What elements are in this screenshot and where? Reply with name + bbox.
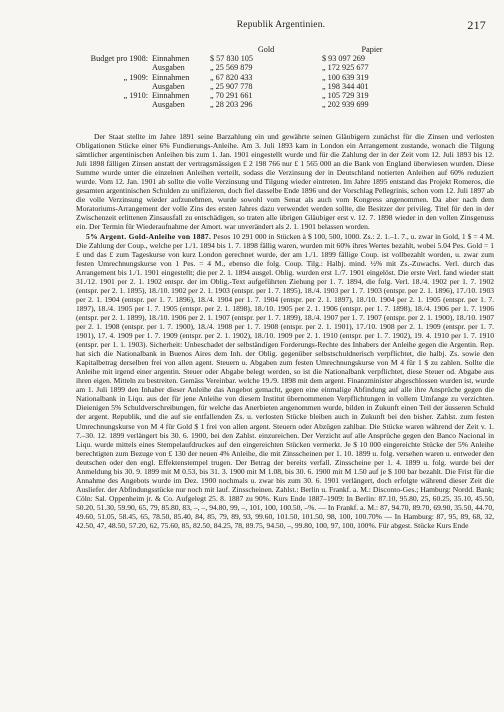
body-text — [76, 132, 494, 530]
budget-papier: „ 105 729 319 — [322, 91, 369, 101]
budget-row — [80, 100, 422, 109]
budget-kind: Ausgaben — [152, 81, 185, 91]
running-header — [76, 20, 486, 34]
budget-kind: Einnahmen — [152, 91, 190, 101]
budget-kind: Ausgaben — [152, 100, 185, 110]
budget-row — [80, 73, 422, 82]
budget-gold: „ 70 291 661 — [210, 91, 253, 101]
budget-prefix: Budget pro — [90, 54, 128, 64]
page-title: Republik Argentinien. — [236, 20, 326, 30]
budget-table — [80, 45, 500, 109]
budget-papier: „ 198 344 401 — [322, 81, 369, 91]
budget-row — [80, 91, 422, 100]
budget-kind: Einnahmen — [152, 72, 190, 82]
budget-gold: „ 25 907 778 — [210, 81, 253, 91]
budget-year: „ 1909: — [123, 72, 148, 82]
budget-gold: „ 67 820 433 — [210, 72, 253, 82]
section-body: Pesos 10 291 000 in Stücken à $ 100, 500, 1000. Zs.: 2. 1.–1. 7., u. zwar in Gold, 1 $ = 4 M. Die Zahlung der Coup., welche per 1./1. 1894 bis 1. 7. 1898 fällig waren, wurden mit 60% ihres Wertes bezahlt, wobei 5.04 Pes. Gold = 1 £ und das £ zum Tageskurse von kurz London gerechnet wurde, der am 1./1. 1899 fällige Coup. ist vollbezahlt worden, u. zwar zum festen Umrechnungskurse von 1 Pes. = 4 M., ebenso die folg. Coup. Tilg.: Halbj. mind. ½% mit Zs.-Zuwachs. Verl. durch das Arrangement bis 1./1. 1901 eingestellt; die per 2. 1. 1894 ausgel. Oblig. wurden erst 1./7. 1901 eingelöst. Die erste Verl. fand wieder statt 31./12. 1901 per 2. 1. 1902 entspr. der im Oblig.-Text aufgeführten Ziehung per 1. 7. 1894, die folg. Verl. 18./4. 1902 per 1. 7. 1902 (entspr. per 2. 1. 1895), 18./10. 1902 per 2. 1. 1903 (entspr. per 1. 7. 1895), 18./4. 1903 per 1. 7. 1903 (entspr. per 2. 1. 1896), 17./10. 1903 per 2. 1. 1904 (entspr. per 1. 7. 1896), 18./4. 1904 per 1. 7. 1904 (entspr. per 2. 1. 1897), 18./10. 1904 per 2. 1. 1905 (entspr. per 1. 7. 1897), 18./4. 1905 per 1. 7. 1905 (entspr. per 2. 1. 1898), 18./10. 1905 per 2. 1. 1906 (entspr. per 1. 7. 1898), 18./4. 1906 per 1. 7. 1906 (entspr. per 2. 1. 1899), 18./10. 1906 per 2. 1. 1907 (entspr. per 1. 7. 1899), 18./4. 1907 per 1. 7. 1907 (entspr. per 2. 1. 1900), 18./10. 1907 per 2. 1. 1908 (entspr. per 1. 7. 1900), 18./4. 1908 per 1. 7. 1908 (entspr. per 2. 1. 1901), 17./10. 1908 per 2. 1. 1909 (entspr. per 1. 7. 1901), 17. 4. 1909 per 1. 7. 1909 (entspr. per 2. 1. 1902), 18./10. 1909 per 2. 1. 1910 (entspr. per 1. 7. 1902), 19. 4. 1910 per 1. 7. 1910 (entspr. per 1. 1. 1903). Sicherheit: Unbeschadet der selbständigen Forderungs-Rechte des Inhabers der Anleihe gegen die Argentin. Rep. hat sich die Nationalbank in Buenos Aires dem Inh. der Oblig. gegenüber selbstschuldnerisch verpflichtet, die halbj. Zs. sowie den Kapitalbetrag derselben frei von allen agent. Steuern u. Abgaben zum festen Umrechnungskurse von M 4 für 1 $ zu zahlen. Sollte die Anleihe mit irgend einer argentin. Steuer oder Abgabe belegt werden, so ist die Nationalbank verpflichtet, diese Steuer od. Abgabe aus ihren eigen. Mitteln zu bestreiten. Gemäss Vereinbar. welche 19./9. 1898 mit dem argent. Finanzminister abgeschlossen wurden ist, wurde am 1. Juli 1899 den Inhaber dieser Anleihe das Angebot gemacht, gegen eine einmalige Abfindung auf alle ihre Ansprüche gegen die Nationalbank in Liqu. aus der für jene Anleihe von diesem Institut übernommenen Verpflichtungen in vollem Umfange zu verzichten. Dieienigen 5% Schuldverschreibungen, für welche das Anerbieten angenommen wurde, bilden in Zukunft einen Teil der äusseren Schuld der argent. Republik, und die auf sie entfallenden Zs. u. verlosten Stücke bleiben auch in Zukunft bei den bisher. Zahlst. zum festen Umrechnungskurse von M 4 für Gold $ 1 frei von allen argent. Steuern oder Abzügen zahlbar. Die Stücke waren während der Zeit v. 1. 7.–30. 12. 1899 verlängert bis 30. 6. 1900, bei den Zahlst. einzureichen. Der Verzicht auf alle Ansprüche gegen den Banco Nacional in Liqu. wurde mittels eines Stempelaufdruckes auf den eingereichten Stücken vermerkt. Je $ 10 000 eingereichte Stücke der 5% Anleihe berechtigten zum Bezuge von £ 130 der neuen 4% Anleihe, die mit Zinsscheinen per 1. 10. 1899 u. folg. versehen waren u. entweder den deutschen oder den engl. Effektenstempel trugen. Der Betrag der bereits verfall. Zinsscheine per 1. 4. 1899 u. folg. wurde bei der Anmeldung bis 30. 9. 1899 mit M 0.53, bis 31. 3. 1900 mit M 1.08, bis 30. 6. 1900 mit M 1.50 auf je $ 100 bar bezahlt. Die Frist für die Annahme des Angebots wurde im Dez. 1900 nochmals u. zwar bis zum 30. 6. 1901 verlängert, doch erfolgte während dieser Zeit die Ausliefer. der Abfindungsstücke nur noch mit lauf. Zinsscheinen. Zahlst.: Berlin u. Frankf. a. M.: Disconto-Ges.; Hamburg: Nordd. Bank; Cöln: Sal. Oppenheim jr. & Co. Aufgelegt 25. 8. 1887 zu 90%. Kurs Ende 1887–1909: In Berlin: 87.10, 95.80, 25, 60.25, 35.10, 45.50, 50.20, 51.30, 59.90, 65, 79, 85.80, 83, –, –, 94.80, 99, –, 101, 100, 100.50, –%. — In Frankf. a. M.: 87, 94.70, 89.70, 69.90, 35.50, 44.70, 49.60, 51.05, 58.45, 65, 78.50, 85.40, 84, 85, 79, 89, 93, 99.60, 101.50, 101.50, 98, 100, 100.70% — In Hamburg: 87, 95, 89, 68, 32, 42.50, 47, 48.50, 57.20, 62, 75.60, 85, 82.50, 84.25, 78, 89.75, 94.50, –, 99.80, 100, 97, 100, 100%. Für abgest. Stücke Kurs Ende — [76, 231, 494, 531]
budget-row — [80, 63, 422, 72]
budget-gold: „ 28 203 296 — [210, 100, 253, 110]
budget-kind: Einnahmen — [152, 54, 190, 64]
page-number: 217 — [467, 18, 486, 32]
budget-papier: $ 93 097 269 — [322, 54, 365, 64]
budget-papier: „ 172 925 677 — [322, 63, 369, 73]
paragraph-gold-loan-1887 — [76, 232, 494, 531]
budget-year — [80, 82, 152, 91]
paragraph-default-history: Der Staat stellte im Jahre 1891 seine Barzahlung ein und gewährte seinen Gläubigern zunächst für die Zinsen und verlosten Obligationen Stücke einer 6% Fundierungs-Anleihe. Am 3. Juli 1893 kam in London ein Arrangement zustande, wonach die Tilgung sämtlicher argentinischen Anleihen bis zum 1. Jan. 1901 eingestellt wurde und für die Zahlung der in der Zeit vom 12. Juli 1893 bis 12. Juli 1898 fälligen Zinsen anstatt der vertragsmässigen £ 2 198 766 nur £ 1 565 000 an die Bank von England überwiesen wurden. Diese Summe wurde unter die einzelnen Anleihen verteilt, sodass die Verzinsung der in Deutschland notierten Anleihen auf 60% reduziert wurde. Vom 12. Jan. 1901 ab sollte die volle Verzinsung und Tilgung wieder eintreten. Im Jahre 1895 entstand das Projekt Romeros, die gesamten argentinischen Schulden zu unifizieren, doch fiel dasselbe Ende 1896 und der Vorschlag Pellegrinis, schon vom 12. Juli 1897 ab die volle Verzinsung wieder aufzunehmen, wurde sowohl vom Senat als auch vom Kongress angenommen. Da aber nach dem Moratoriums-Arrangement der volle Zins des ersten Jahres dazu verwendet werden sollte, die Besitzer der privileg. Titel für den in der Zwischenzeit erlittenen Zinsausfall zu entschädigen, so traten alle übrigen Gläubiger erst v. 12. 7. 1898 wieder in den vollen Zinsgenuss ein. Der Termin für Wiederaufnahme der Amort. war unverändert als 2. 1. 1901 belassen worden. — [76, 132, 494, 232]
budget-papier: „ 100 639 319 — [322, 72, 369, 82]
budget-year — [80, 100, 152, 109]
budget-gold: „ 25 569 879 — [210, 63, 253, 73]
budget-row — [80, 54, 422, 63]
budget-year — [80, 63, 152, 72]
budget-papier: „ 202 939 699 — [322, 100, 369, 110]
budget-year: 1908: — [129, 54, 148, 64]
column-header-papier: Papier — [361, 45, 383, 54]
column-header-gold: Gold — [257, 45, 275, 54]
budget-gold: $ 57 830 105 — [210, 54, 253, 64]
budget-row — [80, 82, 422, 91]
budget-kind: Ausgaben — [152, 63, 185, 73]
budget-year: „ 1910: — [123, 91, 148, 101]
section-heading: 5% Argent. Gold-Anleihe von 1887. — [86, 231, 212, 241]
